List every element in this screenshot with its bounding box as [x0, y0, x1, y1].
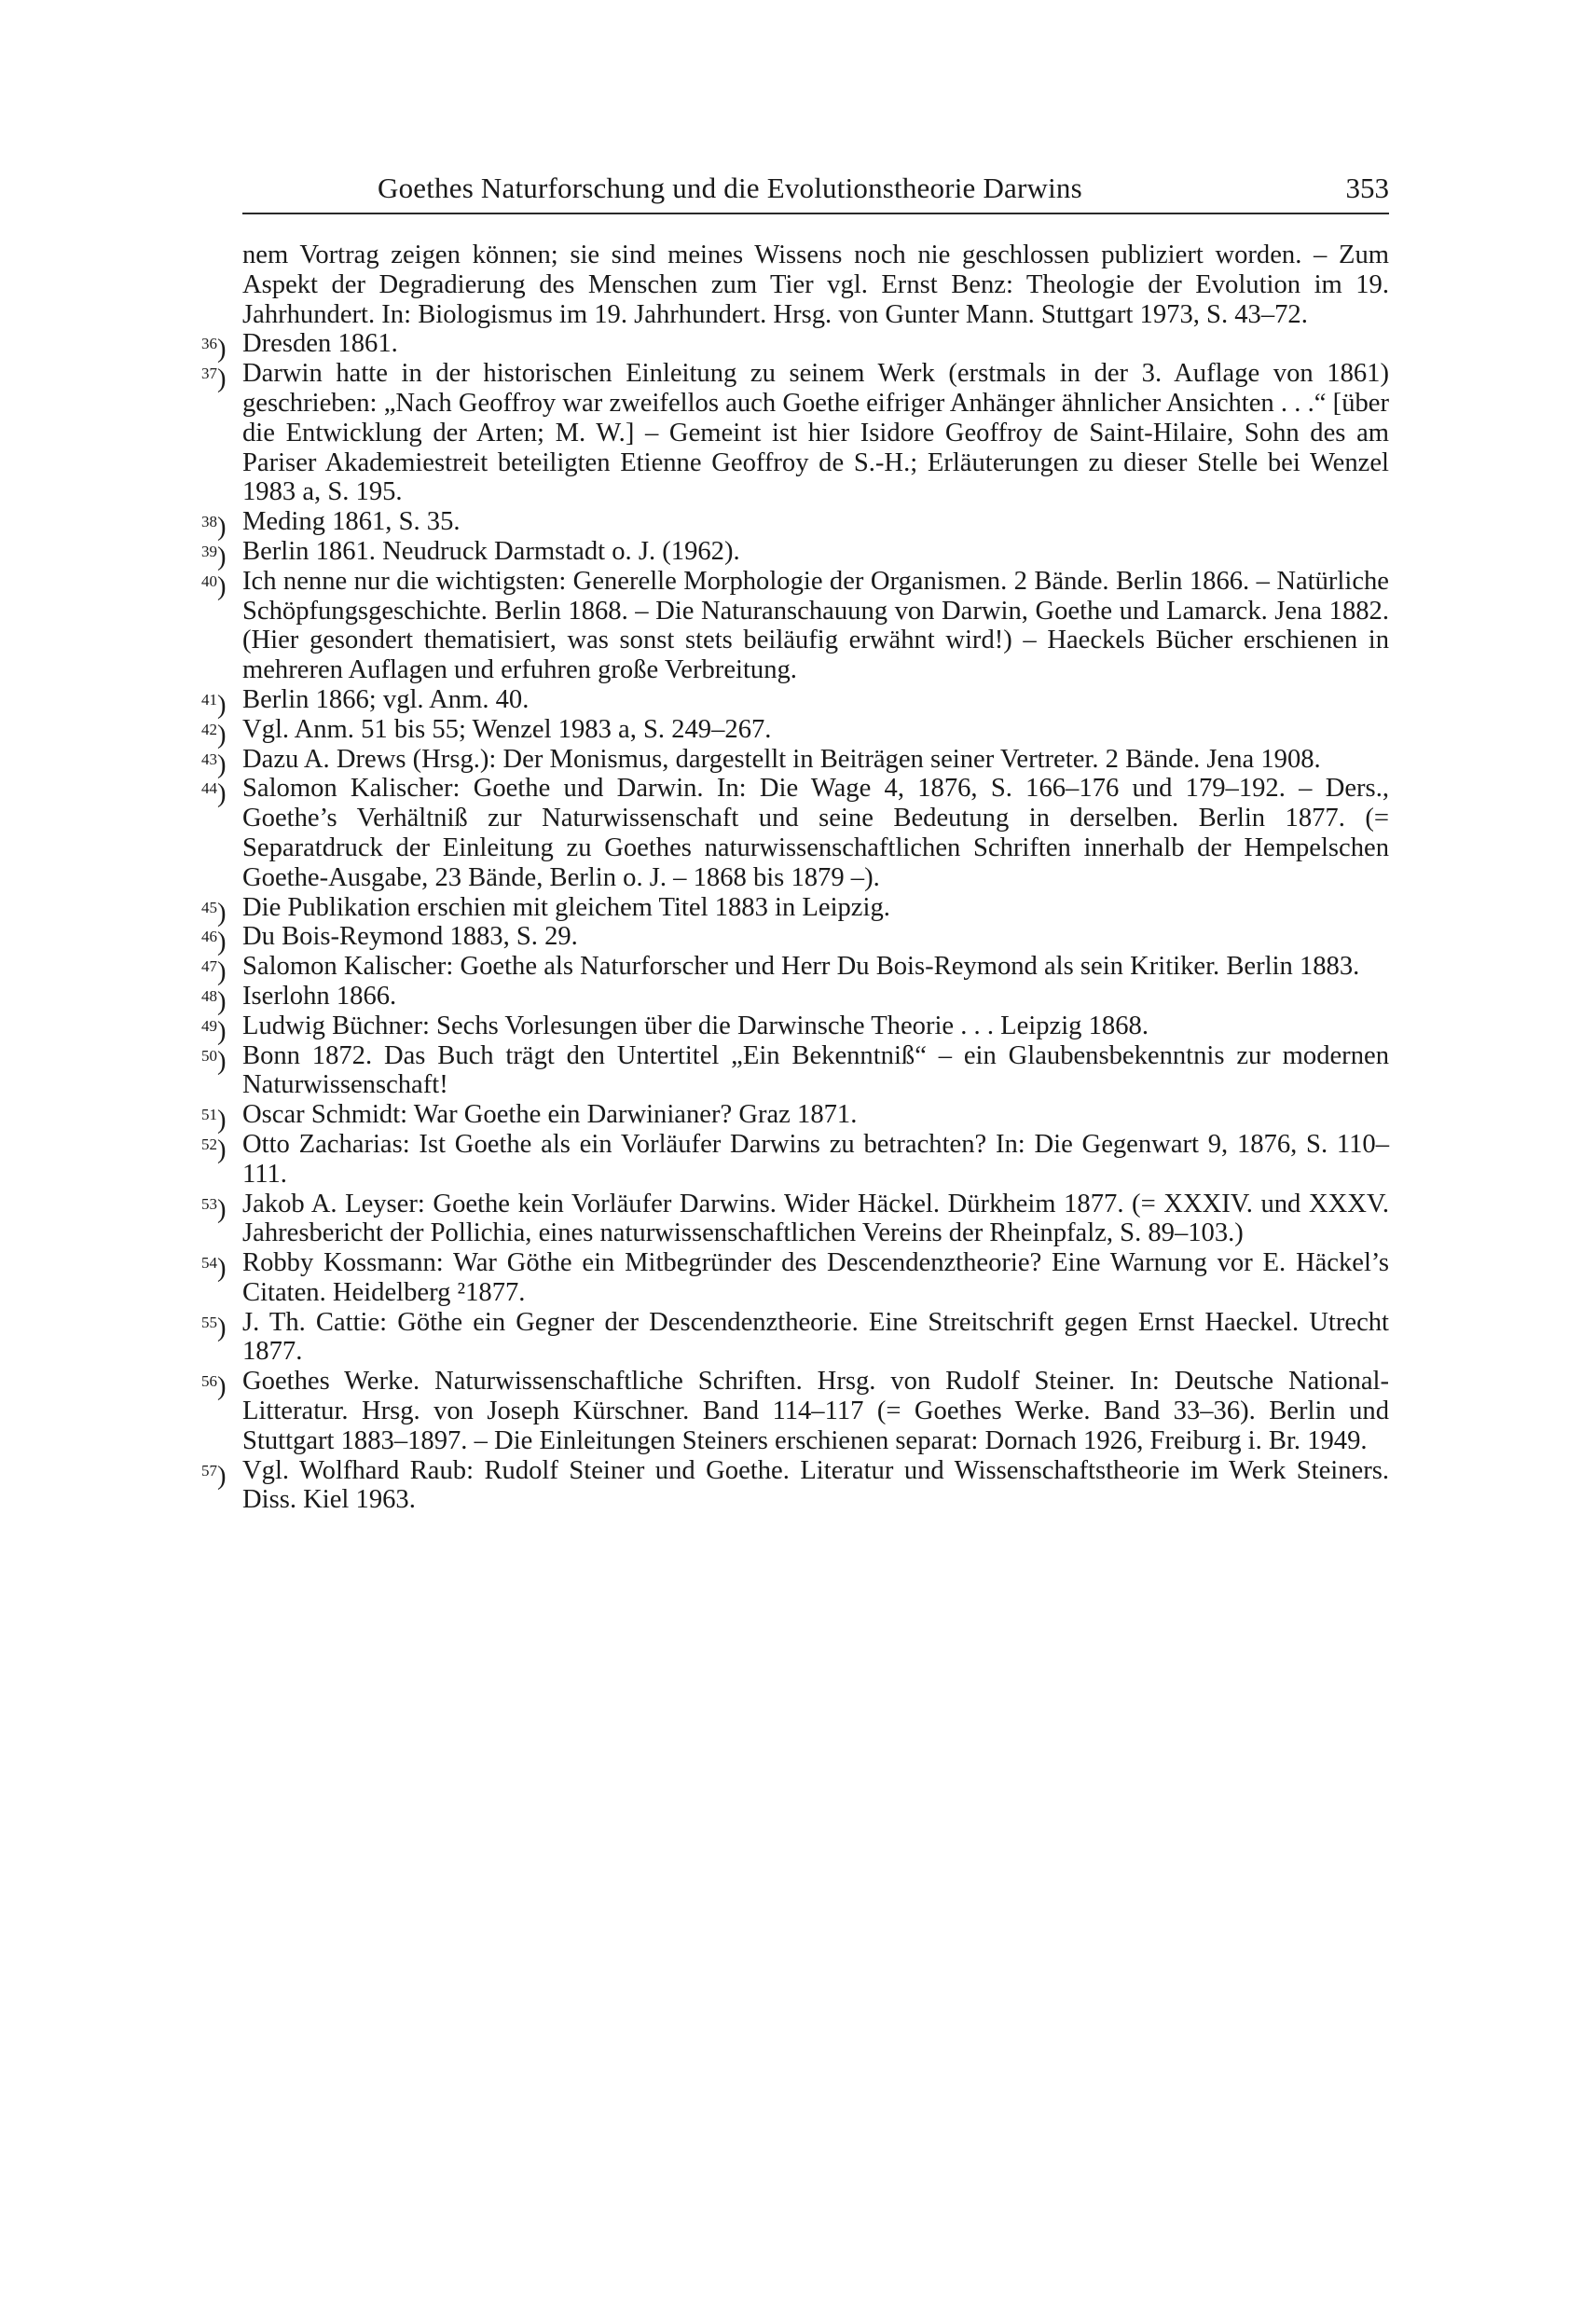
footnote-number: $^{41}$) — [201, 690, 227, 720]
footnote-number: $^{47}$) — [201, 957, 227, 987]
footnote-number: $^{57}$) — [201, 1461, 227, 1491]
footnote-48 — [201, 981, 1389, 1016]
footnote-continuation: nem Vortrag zeigen können; sie sind meines Wissens noch nie geschlossen publiziert worden. – Zum Aspekt der Degradierung des Menschen zum Tier vgl. Ernst Benz: Theologie der Evolution im 19. Jahrhundert. In: Biologismus im 19. Jahrhundert. Hrsg. von Gunter Mann. Stuttgart 1973, S. 43–72. — [242, 241, 1389, 329]
footnote-43 — [201, 744, 1389, 779]
footnote-text: Salomon Kalischer: Goethe und Darwin. In: Die Wage 4, 1876, S. 166–176 und 179–192. – Ders., Goethe’s Verhältniß zur Naturwissenschaft und seine Bedeutung in derselben. Berlin 1877. (= Separatdruck der Einleitung zu Goethes naturwissenschaftlichen Schriften innerhalb der Hempelschen Goethe-Ausgabe, 23 Bände, Berlin o. J. – 1868 bis 1879 –). — [242, 774, 1389, 892]
footnote-49 — [201, 1011, 1389, 1046]
footnote-text: Berlin 1866; vgl. Anm. 40. — [242, 684, 530, 714]
footnote-40 — [201, 566, 1389, 685]
footnote-55 — [201, 1307, 1389, 1368]
footnote-53 — [201, 1189, 1389, 1249]
footnote-46 — [201, 922, 1389, 957]
footnote-number: $^{46}$) — [201, 928, 227, 957]
footnotes — [201, 241, 1389, 1515]
footnote-52 — [201, 1129, 1389, 1190]
footnote-37 — [201, 359, 1389, 507]
footnote-text: Goethes Werke. Naturwissenschaftliche Schriften. Hrsg. von Rudolf Steiner. In: Deutsche National-Litteratur. Hrsg. von Joseph Kürschner. Band 114–117 (= Goethes Werke. Band 33–36). Berlin und Stuttgart 1883–1897. – Die Einleitungen Steiners erschienen separat: Dornach 1926, Freiburg i. Br. 1949. — [242, 1367, 1389, 1455]
footnote-42 — [201, 714, 1389, 750]
footnote-number: $^{38}$) — [201, 513, 227, 543]
page — [201, 168, 1389, 1515]
footnote-number: $^{50}$) — [201, 1046, 227, 1076]
footnote-number: $^{44}$) — [201, 779, 227, 809]
page-number: 353 — [1345, 172, 1389, 204]
footnote-text: Darwin hatte in der historischen Einleitung zu seinem Werk (erstmals in der 3. Auflage von 1861) geschrieben: „Nach Geoffroy war zweifellos auch Goethe eifriger Anhänger ähnlicher Ansichten . . .“ [über die Entwicklung der Arten; M. W.] – Gemeint ist hier Isidore Geoffroy de Saint-Hilaire, Sohn des am Pariser Akademiestreit beteiligten Etienne Geoffroy de S.-H.; Erläuterungen zu dieser Stelle bei Wenzel 1983 a, S. 195. — [242, 359, 1389, 507]
footnote-36 — [201, 329, 1389, 365]
footnote-39 — [201, 536, 1389, 571]
footnote-number: $^{48}$) — [201, 986, 227, 1016]
footnote-text: Berlin 1861. Neudruck Darmstadt o. J. (1962). — [242, 536, 740, 566]
footnote-57 — [201, 1455, 1389, 1516]
footnote-text: Robby Kossmann: War Göthe ein Mitbegründer des Descendenztheorie? Eine Warnung vor E. Häckel’s Citaten. Heidelberg ²1877. — [242, 1248, 1389, 1307]
running-title: Goethes Naturforschung und die Evolutionstheorie Darwins — [378, 172, 1082, 204]
footnote-number: $^{52}$) — [201, 1135, 227, 1164]
footnote-text: Vgl. Wolfhard Raub: Rudolf Steiner und Goethe. Literatur und Wissenschaftstheorie im Werk Steiners. Diss. Kiel 1963. — [242, 1455, 1389, 1515]
footnote-54 — [201, 1248, 1389, 1308]
footnote-list — [201, 329, 1389, 1515]
footnote-45 — [201, 892, 1389, 928]
footnote-text: Jakob A. Leyser: Goethe kein Vorläufer Darwins. Wider Häckel. Dürkheim 1877. (= XXXIV. und XXXV. Jahresbericht der Pollichia, eines naturwissenschaftlichen Vereins der Rheinpfalz, S. 89–103.) — [242, 1189, 1389, 1248]
footnote-text: Dresden 1861. — [242, 329, 398, 359]
footnote-text: Otto Zacharias: Ist Goethe als ein Vorläufer Darwins zu betrachten? In: Die Gegenwart 9, 1876, S. 110–111. — [242, 1129, 1389, 1189]
footnote-38 — [201, 507, 1389, 543]
footnote-44 — [201, 774, 1389, 892]
footnote-number: $^{49}$) — [201, 1016, 227, 1046]
footnote-text: Du Bois-Reymond 1883, S. 29. — [242, 922, 578, 952]
footnote-text: Meding 1861, S. 35. — [242, 507, 461, 537]
footnote-text: Die Publikation erschien mit gleichem Titel 1883 in Leipzig. — [242, 892, 890, 922]
footnote-text: Oscar Schmidt: War Goethe ein Darwinianer? Graz 1871. — [242, 1100, 858, 1130]
footnote-number: $^{37}$) — [201, 365, 227, 394]
footnote-text: Iserlohn 1866. — [242, 981, 397, 1011]
footnote-text: Vgl. Anm. 51 bis 55; Wenzel 1983 a, S. 249–267. — [242, 714, 772, 744]
footnote-text: Ludwig Büchner: Sechs Vorlesungen über die Darwinsche Theorie . . . Leipzig 1868. — [242, 1011, 1149, 1040]
footnote-47 — [201, 952, 1389, 987]
footnote-number: $^{36}$) — [201, 335, 227, 365]
footnote-text: Salomon Kalischer: Goethe als Naturforscher und Herr Du Bois-Reymond als sein Kritiker. Berlin 1883. — [242, 952, 1360, 982]
page-header — [242, 168, 1389, 214]
footnote-50 — [201, 1040, 1389, 1101]
footnote-number: $^{45}$) — [201, 898, 227, 928]
footnote-number: $^{40}$) — [201, 571, 227, 601]
footnote-number: $^{39}$) — [201, 542, 227, 571]
footnote-56 — [201, 1367, 1389, 1455]
footnote-number: $^{56}$) — [201, 1372, 227, 1402]
footnote-text: Ich nenne nur die wichtigsten: Generelle Morphologie der Organismen. 2 Bände. Berlin 1866. – Natürliche Schöpfungsgeschichte. Berlin 1868. – Die Naturanschauung von Darwin, Goethe und Lamarck. Jena 1882. (Hier gesondert thematisiert, was sonst stets beiläufig erwähnt wird!) – Haeckels Bücher erschienen in mehreren Auflagen und erfuhren große Verbreitung. — [242, 566, 1389, 685]
footnote-number: $^{43}$) — [201, 750, 227, 779]
footnote-number: $^{42}$) — [201, 720, 227, 750]
footnote-text: J. Th. Cattie: Göthe ein Gegner der Descendenztheorie. Eine Streitschrift gegen Ernst Haeckel. Utrecht 1877. — [242, 1307, 1389, 1367]
footnote-number: $^{51}$) — [201, 1106, 227, 1135]
footnote-text: Bonn 1872. Das Buch trägt den Untertitel „Ein Bekenntniß“ – ein Glaubensbekenntnis zur modernen Naturwissenschaft! — [242, 1040, 1389, 1100]
footnote-text: Dazu A. Drews (Hrsg.): Der Monismus, dargestellt in Beiträgen seiner Vertreter. 2 Bände. Jena 1908. — [242, 744, 1321, 774]
footnote-number: $^{54}$) — [201, 1254, 227, 1284]
footnote-number: $^{55}$) — [201, 1313, 227, 1342]
footnote-41 — [201, 684, 1389, 720]
footnote-number: $^{53}$) — [201, 1194, 227, 1224]
footnote-51 — [201, 1100, 1389, 1135]
